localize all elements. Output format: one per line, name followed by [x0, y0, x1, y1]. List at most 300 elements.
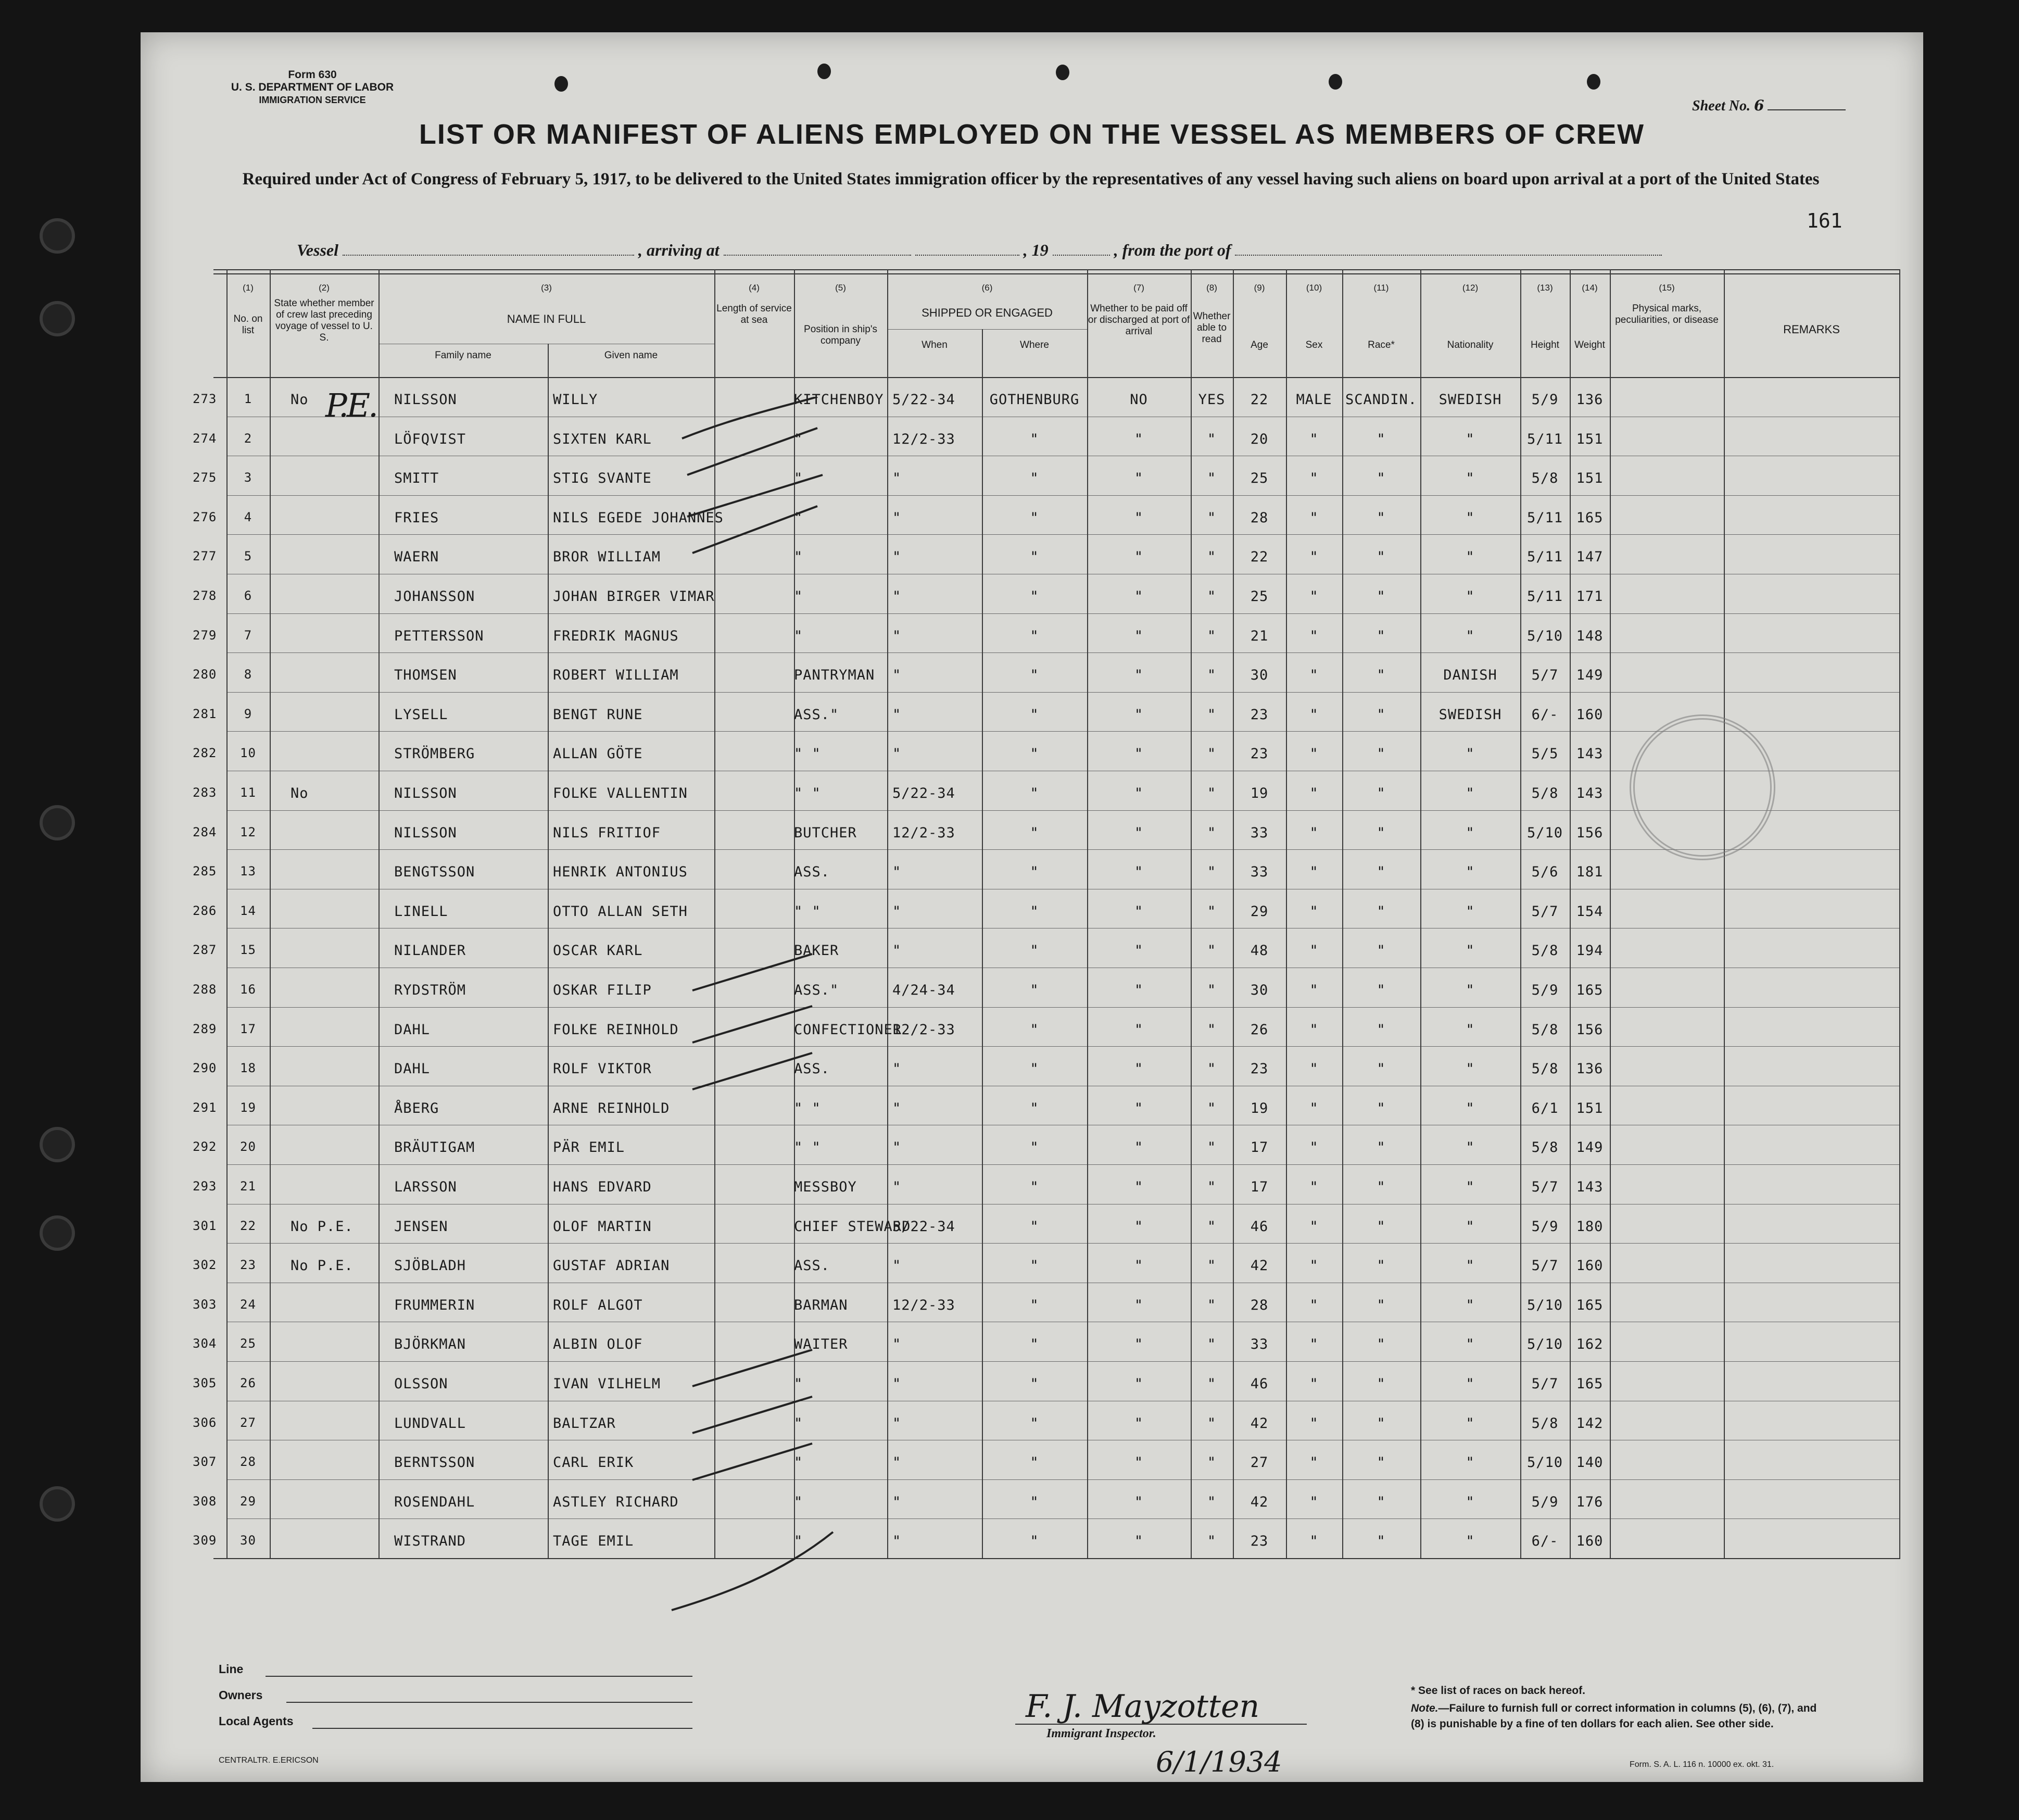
- binder-hole: [43, 808, 72, 837]
- binder-hole: [43, 304, 72, 333]
- row-height: 5/11: [1526, 509, 1563, 526]
- column-number-c13: (13): [1537, 283, 1553, 293]
- seal-stamp: [1630, 714, 1775, 860]
- note-label: Note.: [1411, 1702, 1438, 1714]
- inspector-label: Immigrant Inspector.: [1046, 1727, 1156, 1740]
- row-where: ": [1030, 1493, 1039, 1510]
- row-paid: ": [1134, 667, 1144, 684]
- punch-hole: [1587, 74, 1600, 90]
- row-margin: 284: [193, 824, 217, 839]
- row-read: ": [1207, 982, 1217, 998]
- row-paid: ": [1134, 1061, 1144, 1077]
- punch-hole: [1056, 65, 1069, 80]
- row-read: ": [1207, 824, 1217, 841]
- row-age: 42: [1250, 1258, 1269, 1274]
- row-age: 46: [1250, 1376, 1269, 1392]
- row-when: 5/22-34: [892, 1218, 955, 1235]
- row-no: 15: [240, 943, 256, 958]
- row-no: 12: [240, 824, 256, 839]
- row-margin: 276: [193, 509, 217, 524]
- row-family: PETTERSSON: [394, 627, 484, 644]
- row-paid: ": [1134, 1258, 1144, 1274]
- row-race: ": [1377, 588, 1386, 605]
- sheet-label: Sheet No.: [1692, 98, 1750, 114]
- vessel-label: Vessel: [297, 241, 338, 259]
- handwritten-mark: P.E.: [325, 386, 376, 424]
- row-family: LÖFQVIST: [394, 431, 466, 447]
- row-read: ": [1207, 431, 1217, 447]
- row-age: 33: [1250, 824, 1269, 841]
- row-family: RYDSTRÖM: [394, 982, 466, 998]
- row-race: ": [1377, 706, 1386, 723]
- row-given: PÄR EMIL: [553, 1139, 625, 1156]
- row-family: JENSEN: [394, 1218, 448, 1235]
- row-nationality: ": [1466, 1179, 1475, 1195]
- row-height: 5/7: [1531, 1258, 1559, 1274]
- column-number-c1: (1): [243, 283, 254, 293]
- column-number-c3: (3): [541, 283, 552, 293]
- row-sex: ": [1309, 903, 1319, 920]
- row-when: ": [892, 706, 902, 723]
- row-no: 8: [244, 667, 253, 682]
- column-header-c8: Whether able to read: [1193, 311, 1231, 345]
- row-family: THOMSEN: [394, 667, 457, 684]
- row-position: WAITER: [794, 1336, 848, 1353]
- row-sex: ": [1309, 549, 1319, 566]
- row-weight: 148: [1576, 627, 1604, 644]
- row-position: ": [794, 431, 803, 447]
- row-family: FRIES: [394, 509, 439, 526]
- row-family: SJÖBLADH: [394, 1258, 466, 1274]
- row-position: " ": [794, 785, 821, 801]
- row-where: ": [1030, 1100, 1039, 1116]
- row-sex: ": [1309, 1139, 1319, 1156]
- row-race: ": [1377, 864, 1386, 881]
- row-weight: 162: [1576, 1336, 1604, 1353]
- row-where: ": [1030, 470, 1039, 487]
- row-weight: 140: [1576, 1454, 1604, 1471]
- row-prev: No P.E.: [291, 1258, 354, 1274]
- department-label: U. S. DEPARTMENT OF LABOR: [231, 81, 394, 93]
- row-height: 5/6: [1531, 864, 1559, 881]
- row-nationality: ": [1466, 1139, 1475, 1156]
- column-header-c2: State whether member of crew last preceding voyage of vessel to U. S.: [274, 298, 374, 343]
- row-position: KITCHENBOY: [794, 392, 884, 408]
- row-weight: 136: [1576, 1061, 1604, 1077]
- row-height: 5/10: [1526, 1454, 1563, 1471]
- row-position: ASS.": [794, 982, 839, 998]
- row-weight: 180: [1576, 1218, 1604, 1235]
- row-sex: ": [1309, 667, 1319, 684]
- row-height: 5/5: [1531, 746, 1559, 762]
- row-nationality: DANISH: [1443, 667, 1497, 684]
- column-header-c14: Weight: [1574, 340, 1605, 350]
- row-weight: 156: [1576, 824, 1604, 841]
- row-race: ": [1377, 1258, 1386, 1274]
- row-nationality: ": [1466, 1376, 1475, 1392]
- row-prev: No: [291, 392, 309, 408]
- row-when: 12/2-33: [892, 1021, 955, 1038]
- row-family: NILSSON: [394, 392, 457, 408]
- row-weight: 165: [1576, 509, 1604, 526]
- row-margin: 288: [193, 982, 217, 997]
- row-position: ASS.: [794, 1061, 830, 1077]
- row-where: ": [1030, 588, 1039, 605]
- row-family: LINELL: [394, 903, 448, 920]
- row-no: 26: [240, 1376, 256, 1390]
- row-when: ": [892, 588, 902, 605]
- column-subheader-c6-sub2: Where: [1020, 340, 1049, 350]
- row-sex: MALE: [1296, 392, 1332, 408]
- punch-hole: [817, 64, 831, 79]
- row-weight: 143: [1576, 1179, 1604, 1195]
- race-note: * See list of races on back hereof.: [1411, 1685, 1585, 1697]
- column-header-c5: Position in ship's company: [804, 324, 877, 346]
- row-read: ": [1207, 549, 1217, 566]
- row-race: ": [1377, 824, 1386, 841]
- row-family: FRUMMERIN: [394, 1297, 475, 1313]
- row-read: ": [1207, 864, 1217, 881]
- row-age: 25: [1250, 588, 1269, 605]
- row-margin: 289: [193, 1021, 217, 1036]
- row-weight: 160: [1576, 1533, 1604, 1550]
- owners-underline: [286, 1702, 692, 1703]
- row-given: FREDRIK MAGNUS: [553, 627, 679, 644]
- row-position: ASS.": [794, 706, 839, 723]
- row-given: FOLKE REINHOLD: [553, 1021, 679, 1038]
- row-nationality: ": [1466, 1493, 1475, 1510]
- binder-hole: [43, 1489, 72, 1518]
- row-age: 17: [1250, 1179, 1269, 1195]
- row-read: YES: [1198, 392, 1226, 408]
- row-age: 29: [1250, 903, 1269, 920]
- row-no: 23: [240, 1258, 256, 1273]
- form-label: Form 630: [288, 69, 337, 81]
- local-agents-label: Local Agents: [219, 1714, 294, 1728]
- row-margin: 283: [193, 785, 217, 800]
- row-race: ": [1377, 943, 1386, 959]
- signature-date: 6/1/1934: [1156, 1746, 1282, 1778]
- row-margin: 279: [193, 627, 217, 643]
- from-port-label: , from the port of: [1114, 241, 1231, 259]
- row-race: ": [1377, 627, 1386, 644]
- row-no: 4: [244, 509, 253, 524]
- row-sex: ": [1309, 982, 1319, 998]
- row-race: ": [1377, 1336, 1386, 1353]
- row-given: ASTLEY RICHARD: [553, 1493, 679, 1510]
- row-no: 18: [240, 1061, 256, 1076]
- row-prev: No P.E.: [291, 1218, 354, 1235]
- row-when: 4/24-34: [892, 982, 955, 998]
- row-age: 28: [1250, 509, 1269, 526]
- row-where: ": [1030, 824, 1039, 841]
- row-given: BROR WILLIAM: [553, 549, 661, 566]
- table-top-rule: [213, 269, 1900, 270]
- row-when: ": [892, 1533, 902, 1550]
- row-no: 11: [240, 785, 256, 800]
- row-position: " ": [794, 746, 821, 762]
- row-height: 5/7: [1531, 667, 1559, 684]
- length-of-service-strokes: [661, 397, 932, 1636]
- row-position: ": [794, 470, 803, 487]
- row-given: OSCAR KARL: [553, 943, 643, 959]
- row-height: 5/10: [1526, 627, 1563, 644]
- row-read: ": [1207, 588, 1217, 605]
- row-when: 12/2-33: [892, 824, 955, 841]
- row-where: ": [1030, 1454, 1039, 1471]
- column-header-c9: Age: [1251, 340, 1268, 350]
- row-race: ": [1377, 982, 1386, 998]
- row-paid: ": [1134, 549, 1144, 566]
- row-nationality: ": [1466, 1454, 1475, 1471]
- row-race: ": [1377, 1061, 1386, 1077]
- row-paid: NO: [1130, 392, 1148, 408]
- row-paid: ": [1134, 1533, 1144, 1550]
- row-where: ": [1030, 1218, 1039, 1235]
- row-sex: ": [1309, 1297, 1319, 1313]
- row-position: ASS.: [794, 1258, 830, 1274]
- row-height: 5/7: [1531, 903, 1559, 920]
- manifest-sheet: [141, 32, 1923, 1782]
- row-sex: ": [1309, 1021, 1319, 1038]
- row-nationality: ": [1466, 431, 1475, 447]
- punch-hole: [554, 76, 568, 92]
- row-position: ": [794, 1533, 803, 1550]
- row-weight: 136: [1576, 392, 1604, 408]
- row-position: ": [794, 1493, 803, 1510]
- row-position: CHIEF STEWARD: [794, 1218, 911, 1235]
- row-when: ": [892, 1454, 902, 1471]
- row-where: ": [1030, 1336, 1039, 1353]
- row-margin: 274: [193, 431, 217, 446]
- row-weight: 165: [1576, 1297, 1604, 1313]
- row-given: NILS FRITIOF: [553, 824, 661, 841]
- row-sex: ": [1309, 1376, 1319, 1392]
- row-margin: 305: [193, 1376, 217, 1390]
- row-sex: ": [1309, 1454, 1319, 1471]
- row-margin: 293: [193, 1179, 217, 1194]
- row-when: 5/22-34: [892, 785, 955, 801]
- row-paid: ": [1134, 1218, 1144, 1235]
- owners-label: Owners: [219, 1688, 263, 1702]
- row-position: ": [794, 588, 803, 605]
- row-where: ": [1030, 667, 1039, 684]
- row-weight: 143: [1576, 746, 1604, 762]
- row-sex: ": [1309, 1179, 1319, 1195]
- row-paid: ": [1134, 1179, 1144, 1195]
- column-header-c12: Nationality: [1447, 340, 1494, 350]
- row-nationality: SWEDISH: [1438, 392, 1502, 408]
- row-no: 10: [240, 746, 256, 761]
- row-given: TAGE EMIL: [553, 1533, 634, 1550]
- column-header-c11: Race*: [1368, 340, 1395, 350]
- row-sex: ": [1309, 1493, 1319, 1510]
- row-margin: 281: [193, 706, 217, 721]
- row-when: ": [892, 1493, 902, 1510]
- row-family: LARSSON: [394, 1179, 457, 1195]
- row-where: ": [1030, 746, 1039, 762]
- row-weight: 165: [1576, 982, 1604, 998]
- row-read: ": [1207, 903, 1217, 920]
- column-subheader-c3-sub2: Given name: [604, 350, 658, 361]
- row-position: CONFECTIONER: [794, 1021, 902, 1038]
- row-nationality: ": [1466, 588, 1475, 605]
- column-number-c14: (14): [1582, 283, 1598, 293]
- row-nationality: ": [1466, 627, 1475, 644]
- row-when: 12/2-33: [892, 431, 955, 447]
- row-sex: ": [1309, 470, 1319, 487]
- row-race: ": [1377, 1533, 1386, 1550]
- row-read: ": [1207, 1533, 1217, 1550]
- row-paid: ": [1134, 1336, 1144, 1353]
- row-race: ": [1377, 746, 1386, 762]
- row-margin: 285: [193, 864, 217, 879]
- column-header-c1: No. on list: [233, 313, 263, 336]
- page-subtitle: Required under Act of Congress of February 5, 1917, to be delivered to the United States immigration officer by the representatives of any vessel having such aliens on board upon arrival at a port of the United States: [242, 170, 1820, 189]
- row-paid: ": [1134, 1493, 1144, 1510]
- row-height: 5/9: [1531, 392, 1559, 408]
- row-sex: ": [1309, 1533, 1319, 1550]
- row-given: FOLKE VALLENTIN: [553, 785, 688, 801]
- row-nationality: ": [1466, 943, 1475, 959]
- row-age: 42: [1250, 1415, 1269, 1432]
- row-race: ": [1377, 667, 1386, 684]
- row-race: ": [1377, 1218, 1386, 1235]
- row-nationality: ": [1466, 1533, 1475, 1550]
- row-read: ": [1207, 1139, 1217, 1156]
- row-family: BJÖRKMAN: [394, 1336, 466, 1353]
- row-age: 19: [1250, 785, 1269, 801]
- row-given: STIG SVANTE: [553, 470, 652, 487]
- row-weight: 160: [1576, 1258, 1604, 1274]
- row-family: WAERN: [394, 549, 439, 566]
- row-nationality: ": [1466, 864, 1475, 881]
- row-position: BARMAN: [794, 1297, 848, 1313]
- row-position: PANTRYMAN: [794, 667, 875, 684]
- row-margin: 308: [193, 1493, 217, 1509]
- row-family: DAHL: [394, 1061, 431, 1077]
- row-given: GUSTAF ADRIAN: [553, 1258, 670, 1274]
- column-subheader-c3-sub1: Family name: [435, 350, 491, 361]
- row-no: 5: [244, 549, 253, 564]
- row-when: ": [892, 1376, 902, 1392]
- row-race: ": [1377, 1415, 1386, 1432]
- row-read: ": [1207, 1454, 1217, 1471]
- column-number-c2: (2): [319, 283, 330, 293]
- row-no: 19: [240, 1100, 256, 1115]
- row-where: ": [1030, 549, 1039, 566]
- row-where: ": [1030, 864, 1039, 881]
- row-height: 6/-: [1531, 1533, 1559, 1550]
- row-paid: ": [1134, 1297, 1144, 1313]
- year-label: , 19: [1023, 241, 1049, 259]
- inspector-signature: F. J. Mayzotten: [1026, 1688, 1260, 1725]
- row-where: GOTHENBURG: [989, 392, 1080, 408]
- row-when: ": [892, 509, 902, 526]
- row-margin: 282: [193, 746, 217, 761]
- row-no: 13: [240, 864, 256, 879]
- row-paid: ": [1134, 943, 1144, 959]
- row-paid: ": [1134, 903, 1144, 920]
- row-height: 5/8: [1531, 1415, 1559, 1432]
- row-height: 5/9: [1531, 1493, 1559, 1510]
- row-paid: ": [1134, 1021, 1144, 1038]
- row-age: 23: [1250, 1533, 1269, 1550]
- row-family: NILSSON: [394, 785, 457, 801]
- row-margin: 273: [193, 392, 217, 406]
- row-margin: 302: [193, 1258, 217, 1273]
- row-sex: ": [1309, 746, 1319, 762]
- row-age: 48: [1250, 943, 1269, 959]
- row-height: 5/10: [1526, 1336, 1563, 1353]
- row-height: 5/9: [1531, 1218, 1559, 1235]
- row-no: 20: [240, 1139, 256, 1154]
- binder-hole: [43, 1130, 72, 1159]
- row-where: ": [1030, 627, 1039, 644]
- row-no: 17: [240, 1021, 256, 1036]
- line-label: Line: [219, 1662, 244, 1676]
- row-position: " ": [794, 903, 821, 920]
- row-race: ": [1377, 1021, 1386, 1038]
- row-height: 5/7: [1531, 1376, 1559, 1392]
- row-sex: ": [1309, 431, 1319, 447]
- row-where: ": [1030, 903, 1039, 920]
- row-given: HANS EDVARD: [553, 1179, 652, 1195]
- row-paid: ": [1134, 982, 1144, 998]
- row-weight: 165: [1576, 1376, 1604, 1392]
- row-weight: 176: [1576, 1493, 1604, 1510]
- row-nationality: ": [1466, 785, 1475, 801]
- row-read: ": [1207, 1297, 1217, 1313]
- row-no: 21: [240, 1179, 256, 1194]
- page-number: 161: [1807, 209, 1843, 232]
- column-header-c13: Height: [1531, 340, 1559, 350]
- row-paid: ": [1134, 627, 1144, 644]
- row-nationality: ": [1466, 982, 1475, 998]
- row-given: OLOF MARTIN: [553, 1218, 652, 1235]
- row-nationality: ": [1466, 1415, 1475, 1432]
- row-nationality: ": [1466, 824, 1475, 841]
- row-when: 5/22-34: [892, 392, 955, 408]
- row-age: 22: [1250, 392, 1269, 408]
- row-sex: ": [1309, 824, 1319, 841]
- row-age: 46: [1250, 1218, 1269, 1235]
- row-sex: ": [1309, 1218, 1319, 1235]
- column-number-c8: (8): [1206, 283, 1217, 293]
- row-no: 16: [240, 982, 256, 997]
- row-given: CARL ERIK: [553, 1454, 634, 1471]
- column-number-c11: (11): [1373, 283, 1389, 293]
- row-read: ": [1207, 1100, 1217, 1116]
- row-sex: ": [1309, 943, 1319, 959]
- row-read: ": [1207, 509, 1217, 526]
- row-given: BALTZAR: [553, 1415, 616, 1432]
- row-race: ": [1377, 1297, 1386, 1313]
- row-given: ROBERT WILLIAM: [553, 667, 679, 684]
- row-where: ": [1030, 1376, 1039, 1392]
- row-paid: ": [1134, 588, 1144, 605]
- row-sex: ": [1309, 706, 1319, 723]
- row-age: 28: [1250, 1297, 1269, 1313]
- row-family: BERNTSSON: [394, 1454, 475, 1471]
- table-bottom-rule: [213, 1558, 1900, 1559]
- row-where: ": [1030, 1139, 1039, 1156]
- row-where: ": [1030, 943, 1039, 959]
- row-paid: ": [1134, 785, 1144, 801]
- column-number-c5: (5): [835, 283, 846, 293]
- row-paid: ": [1134, 470, 1144, 487]
- row-height: 5/10: [1526, 1297, 1563, 1313]
